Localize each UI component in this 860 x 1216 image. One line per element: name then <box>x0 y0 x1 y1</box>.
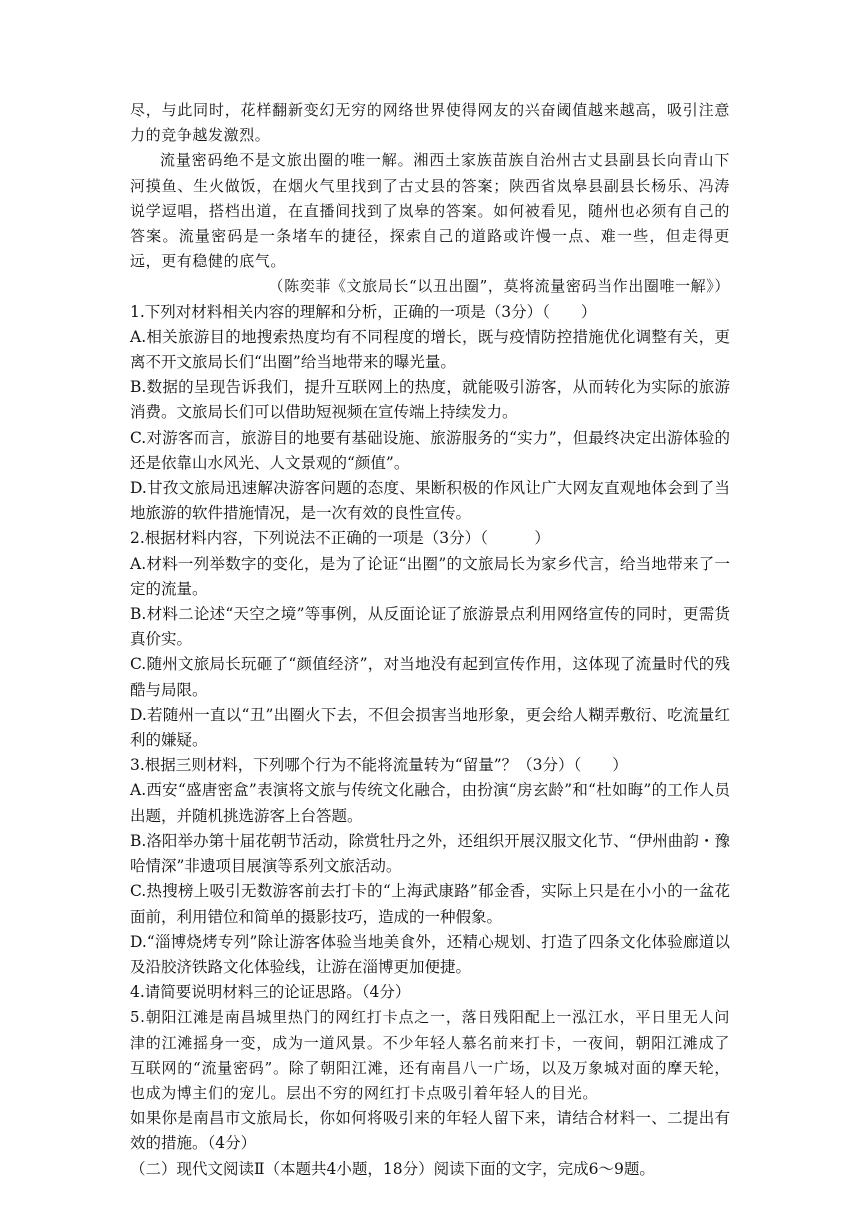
passage-source: （陈奕菲《文旅局长“以丑出圈”，莫将流量密码当作出圈唯一解》） <box>268 277 730 296</box>
question-1-option-a: A.相关旅游目的地搜索热度均有不同程度的增长，既与疫情防控措施优化调整有关，更离不开文旅局长们“出圈”给当地带来的曝光量。 <box>130 327 730 372</box>
question-1-option-d: D.甘孜文旅局迅速解决游客问题的态度、果断积极的作风让广大网友直观地体会到了当地旅游的软件措施情况，是一次有效的良性宣传。 <box>130 479 730 523</box>
question-1-stem: 1.下列对材料相关内容的理解和分析，正确的一项是（3分）（ ） <box>130 302 597 321</box>
passage-paragraph-main: 流量密码绝不是文旅出圈的唯一解。湘西土家族苗族自治州古丈县副县长向青山下河摸鱼、生火做饭，在烟火气里找到了古丈县的答案；陕西省岚皋县副县长杨乐、冯涛说学逗唱，搭档出道，在直播间找到了岚皋的答案。如何被看见，随州也必须有自己的答案。流量密码是一条堵车的捷径，探索自己的道路或许慢一点、难一些，但走得更远，更有稳健的底气。 <box>130 151 730 271</box>
section-header: （二）现代文阅读Ⅱ（本题共4小题，18分）阅读下面的文字，完成6～9题。 <box>130 1159 655 1178</box>
question-1-option-c: C.对游客而言，旅游目的地要有基础设施、旅游服务的“实力”，但最终决定出游体验的还是依靠山水风光、人文景观的“颜值”。 <box>130 428 730 472</box>
question-3-stem: 3.根据三则材料，下列哪个行为不能将流量转为“留量”？（3分）（ ） <box>130 756 628 775</box>
question-2-option-a: A.材料一列举数字的变化，是为了论证“出圈”的文旅局长为家乡代言，给当地带来了一定的流量。 <box>130 554 730 598</box>
passage-paragraph-continued: 尽，与此同时，花样翻新变幻无穷的网络世界使得网友的兴奋阈值越来越高，吸引注意力的竞争越发激烈。 <box>130 101 730 145</box>
question-2-option-d: D.若随州一直以“丑”出圈火下去，不但会损害当地形象，更会给人糊弄敷衍、吃流量红利的嫌疑。 <box>130 705 730 750</box>
exam-content <box>130 98 730 1182</box>
question-3-option-c: C.热搜榜上吸引无数游客前去打卡的“上海武康路”郁金香，实际上只是在小小的一盆花面前，利用错位和简单的摄影技巧，造成的一种假象。 <box>130 882 730 926</box>
question-2-option-b: B.材料二论述“天空之境”等事例，从反面论证了旅游景点利用网络宣传的同时，更需货真价实。 <box>130 605 730 649</box>
question-3-option-d: D.“淄博烧烤专列”除让游客体验当地美食外，还精心规划、打造了四条文化体验廊道以及沿胶济铁路文化体验线，让游在淄博更加便捷。 <box>130 932 730 976</box>
question-3-option-a: A.西安“盛唐密盒”表演将文旅与传统文化融合，由扮演“房玄龄”和“杜如晦”的工作人员出题，并随机挑选游客上台答题。 <box>130 781 730 825</box>
question-1-option-b: B.数据的呈现告诉我们，提升互联网上的热度，就能吸引游客，从而转化为实际的旅游消费。文旅局长们可以借助短视频在宣传端上持续发力。 <box>130 378 730 422</box>
question-5-material: 5.朝阳江滩是南昌城里热门的网红打卡点之一，落日残阳配上一泓江水，平日里无人问津的江滩摇身一变，成为一道风景。不少年轻人慕名前来打卡，一夜间，朝阳江滩成了互联网的“流量密码”。除了朝阳江滩，还有南昌八一广场，以及万象城对面的摩天轮，也成为博主们的宠儿。层出不穷的网红打卡点吸引着年轻人的目光。 <box>130 1008 730 1102</box>
question-2-option-c: C.随州文旅局长玩砸了“颜值经济”，对当地没有起到宣传作用，这体现了流量时代的残酷与局限。 <box>130 655 730 699</box>
question-4-stem: 4.请简要说明材料三的论证思路。（4分） <box>130 983 411 1002</box>
question-5-ask: 如果你是南昌市文旅局长，你如何将吸引来的年轻人留下来，请结合材料一、二提出有效的措施。（4分） <box>130 1109 730 1153</box>
question-3-option-b: B.洛阳举办第十届花朝节活动，除赏牡丹之外，还组织开展汉服文化节、“伊州曲韵・豫哈情深”非遗项目展演等系列文旅活动。 <box>130 831 730 876</box>
question-2-stem: 2.根据材料内容，下列说法不正确的一项是（3分）（ ） <box>130 529 550 548</box>
